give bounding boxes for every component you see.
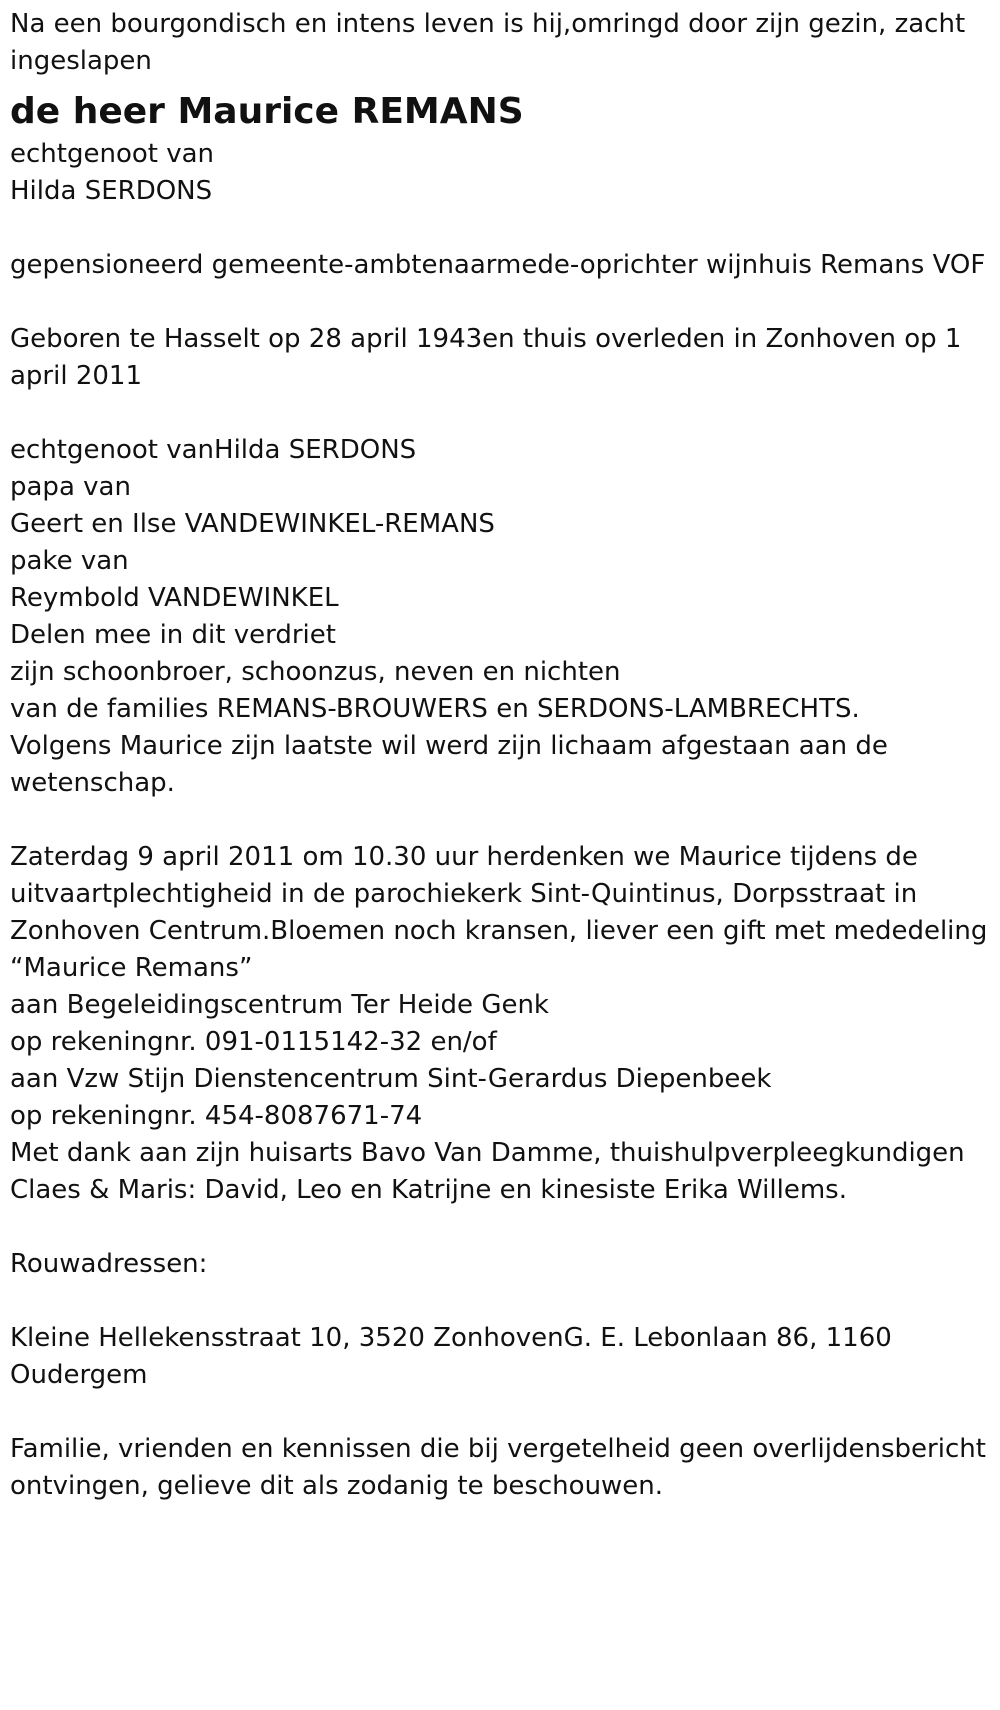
family-line: zijn schoonbroer, schoonzus, neven en nichten: [10, 657, 621, 687]
spacer: [10, 1394, 995, 1431]
addresses-text: Kleine Hellekensstraat 10, 3520 ZonhovenG. E. Lebonlaan 86, 1160 Oudergem: [10, 1323, 892, 1390]
family-line: Geert en Ilse VANDEWINKEL-REMANS: [10, 509, 495, 539]
obituary-document: [10, 6, 995, 1505]
family-line: Delen mee in dit verdriet: [10, 620, 336, 650]
ceremony-line: op rekeningnr. 454-8087671-74: [10, 1101, 423, 1131]
spacer: [10, 210, 995, 247]
ceremony-line: aan Begeleidingscentrum Ter Heide Genk: [10, 990, 549, 1020]
family-line: van de families REMANS-BROUWERS en SERDONS-LAMBRECHTS.: [10, 694, 860, 724]
ceremony-line: Zaterdag 9 april 2011 om 10.30 uur herdenken we Maurice tijdens de uitvaartplechtigheid in de parochiekerk Sint-Quintinus, Dorpsstraat in Zonhoven Centrum.Bloemen noch kransen, liever een gift met mededeling “Maurice Remans”: [10, 842, 988, 983]
family-line: pake van: [10, 546, 129, 576]
spacer: [10, 802, 995, 839]
ceremony-line: aan Vzw Stijn Dienstencentrum Sint-Gerardus Diepenbeek: [10, 1064, 772, 1094]
addresses-label: Rouwadressen:: [10, 1249, 208, 1279]
family-line: Reymbold VANDEWINKEL: [10, 583, 339, 613]
family-line: Volgens Maurice zijn laatste wil werd zijn lichaam afgestaan aan de wetenschap.: [10, 731, 888, 798]
deceased-name-heading: de heer Maurice REMANS: [10, 91, 524, 132]
closing-text: Familie, vrienden en kennissen die bij vergetelheid geen overlijdensbericht ontvingen, gelieve dit als zodanig te beschouwen.: [10, 1434, 986, 1501]
spacer: [10, 395, 995, 432]
ceremony-line: op rekeningnr. 091-0115142-32 en/of: [10, 1027, 497, 1057]
family-line: echtgenoot vanHilda SERDONS: [10, 435, 417, 465]
birth-death-text: Geboren te Hasselt op 28 april 1943en thuis overleden in Zonhoven op 1 april 2011: [10, 324, 962, 391]
intro-text: Na een bourgondisch en intens leven is hij,omringd door zijn gezin, zacht ingeslapen: [10, 9, 966, 76]
spacer: [10, 284, 995, 321]
spouse-label: echtgenoot van: [10, 139, 215, 169]
family-line: papa van: [10, 472, 131, 502]
spacer: [10, 1283, 995, 1320]
spouse-name: Hilda SERDONS: [10, 176, 213, 206]
ceremony-line: Met dank aan zijn huisarts Bavo Van Damme, thuishulpverpleegkundigen Claes & Maris: David, Leo en Katrijne en kinesiste Erika Willems.: [10, 1138, 965, 1205]
spacer: [10, 1209, 995, 1246]
occupation-text: gepensioneerd gemeente-ambtenaarmede-oprichter wijnhuis Remans VOF: [10, 250, 986, 280]
